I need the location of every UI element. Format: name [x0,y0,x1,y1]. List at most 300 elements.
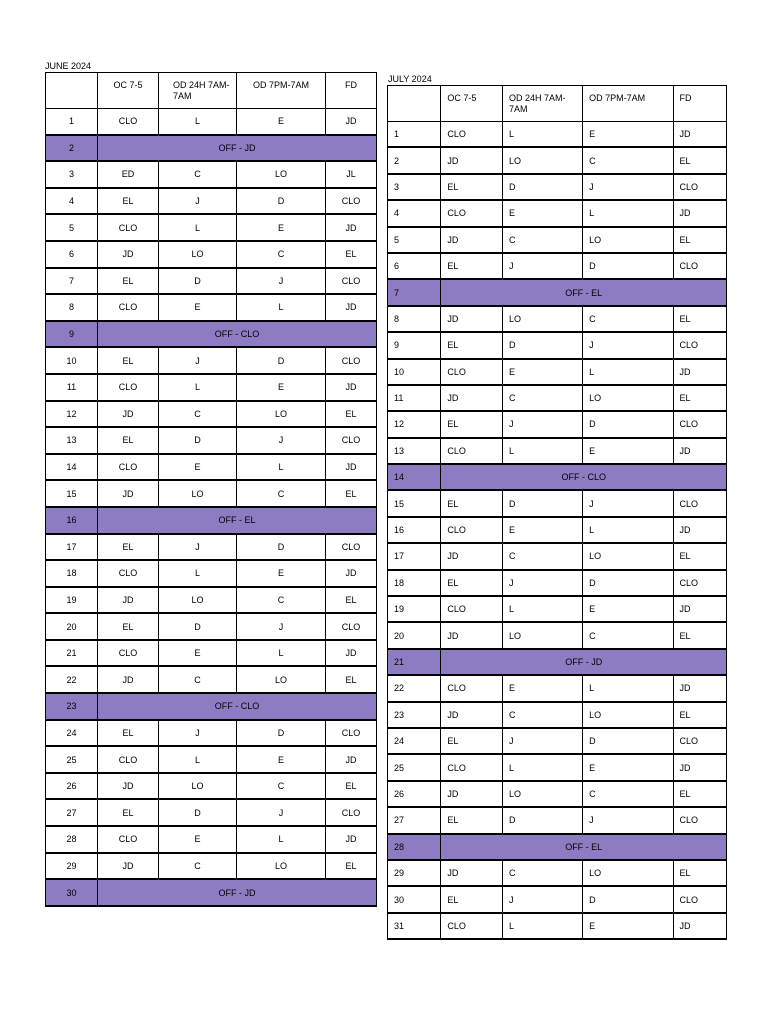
table-row [46,241,377,268]
table-row [388,781,727,807]
day-cell: 20 [46,613,98,640]
shift-cell: L [503,754,583,780]
shift-cell: EL [673,702,726,728]
column-header [388,86,441,122]
shift-cell: CLO [673,411,726,437]
shift-cell: D [503,174,583,200]
column-header: OD 24H 7AM-7AM [503,86,583,122]
off-cell: OFF - CLO [98,693,377,720]
schedule-table [45,72,377,907]
column-header [46,73,98,109]
day-cell: 17 [46,534,98,561]
shift-cell: D [159,613,237,640]
shift-cell: L [503,913,583,939]
shift-cell: EL [326,480,377,507]
day-cell: 8 [388,306,441,332]
day-cell: 4 [46,188,98,215]
shift-cell: EL [441,570,503,596]
shift-cell: CLO [326,427,377,454]
table-row [388,359,727,385]
shift-cell: LO [503,306,583,332]
shift-cell: EL [673,306,726,332]
shift-cell: C [503,385,583,411]
off-day-row [46,693,377,720]
shift-cell: LO [159,241,237,268]
day-cell: 19 [46,587,98,614]
schedule-body [388,86,727,940]
day-cell: 25 [46,746,98,773]
table-row [388,200,727,226]
shift-cell: E [503,200,583,226]
table-row [46,666,377,693]
shift-cell: D [237,188,326,215]
table-row [46,401,377,428]
shift-cell: CLO [673,807,726,833]
table-row [388,174,727,200]
shift-cell: D [237,720,326,747]
day-cell: 9 [388,332,441,358]
shift-cell: C [159,853,237,880]
shift-cell: D [159,268,237,295]
shift-cell: D [503,807,583,833]
shift-cell: LO [503,622,583,648]
shift-cell: E [237,560,326,587]
shift-cell: JD [673,517,726,543]
table-row [46,109,377,135]
shift-cell: CLO [326,268,377,295]
day-cell: 12 [46,401,98,428]
shift-cell: LO [583,860,673,886]
off-cell: OFF - JD [98,879,377,906]
shift-cell: JD [673,359,726,385]
shift-cell: CLO [673,253,726,279]
table-row [388,411,727,437]
shift-cell: L [583,675,673,701]
shift-cell: L [237,640,326,667]
july-schedule [387,73,727,940]
off-day-row [46,135,377,162]
day-cell: 15 [46,480,98,507]
table-row [46,640,377,667]
shift-cell: JD [673,122,726,148]
day-cell: 11 [46,374,98,401]
shift-cell: EL [673,622,726,648]
shift-cell: JD [98,666,159,693]
shift-cell: J [159,720,237,747]
shift-cell: E [237,746,326,773]
shift-cell: CLO [326,188,377,215]
shift-cell: E [503,675,583,701]
day-cell: 21 [388,649,441,675]
table-row [46,560,377,587]
shift-cell: JD [326,746,377,773]
shift-cell: J [237,613,326,640]
shift-cell: J [159,534,237,561]
shift-cell: EL [98,347,159,374]
shift-cell: CLO [98,214,159,241]
shift-cell: JD [326,374,377,401]
shift-cell: C [503,227,583,253]
day-cell: 27 [388,807,441,833]
shift-cell: JD [98,401,159,428]
shift-cell: C [583,306,673,332]
day-cell: 30 [388,886,441,912]
shift-cell: CLO [98,746,159,773]
column-header: OD 24H 7AM-7AM [159,73,237,109]
june-schedule [45,60,376,907]
shift-cell: E [583,754,673,780]
day-cell: 16 [388,517,441,543]
day-cell: 8 [46,294,98,321]
table-row [388,306,727,332]
shift-cell: D [237,347,326,374]
shift-cell: EL [441,807,503,833]
shift-cell: JD [326,826,377,853]
shift-cell: EL [673,147,726,173]
day-cell: 2 [46,135,98,162]
table-row [388,332,727,358]
shift-cell: LO [503,781,583,807]
shift-cell: JD [326,640,377,667]
off-cell: OFF - CLO [441,464,727,490]
shift-cell: CLO [326,613,377,640]
day-cell: 29 [46,853,98,880]
shift-cell: E [503,359,583,385]
shift-cell: J [159,347,237,374]
shift-cell: L [159,374,237,401]
table-row [46,188,377,215]
table-row [388,147,727,173]
shift-cell: JD [441,385,503,411]
shift-cell: JD [441,227,503,253]
shift-cell: CLO [98,454,159,481]
shift-cell: EL [98,613,159,640]
off-cell: OFF - EL [98,507,377,534]
shift-cell: C [237,773,326,800]
day-cell: 25 [388,754,441,780]
shift-cell: E [237,109,326,135]
shift-cell: CLO [326,799,377,826]
shift-cell: JD [326,109,377,135]
table-row [388,490,727,516]
shift-cell: C [159,161,237,188]
shift-cell: JD [441,781,503,807]
day-cell: 16 [46,507,98,534]
shift-cell: EL [673,860,726,886]
table-row [46,799,377,826]
schedule-body [46,73,377,906]
shift-cell: C [583,147,673,173]
table-row [46,480,377,507]
shift-cell: JD [441,622,503,648]
schedule-table [387,85,727,940]
shift-cell: EL [673,227,726,253]
day-cell: 28 [388,834,441,860]
table-row [388,385,727,411]
shift-cell: CLO [98,374,159,401]
shift-cell: JD [441,702,503,728]
day-cell: 10 [388,359,441,385]
shift-cell: E [159,454,237,481]
shift-cell: J [583,174,673,200]
shift-cell: ED [98,161,159,188]
shift-cell: JD [326,560,377,587]
shift-cell: EL [326,401,377,428]
table-row [388,570,727,596]
day-cell: 26 [46,773,98,800]
shift-cell: D [583,253,673,279]
shift-cell: CLO [441,675,503,701]
month-title: JUNE 2024 [45,61,92,71]
shift-cell: LO [159,587,237,614]
shift-cell: J [237,799,326,826]
table-row [388,543,727,569]
day-cell: 1 [46,109,98,135]
table-row [46,826,377,853]
shift-cell: C [159,401,237,428]
shift-cell: C [583,781,673,807]
shift-cell: E [237,374,326,401]
shift-cell: EL [98,720,159,747]
shift-cell: EL [441,490,503,516]
day-cell: 22 [388,675,441,701]
shift-cell: E [159,294,237,321]
shift-cell: CLO [441,122,503,148]
table-row [388,860,727,886]
shift-cell: E [583,596,673,622]
shift-cell: E [583,122,673,148]
shift-cell: CLO [326,720,377,747]
shift-cell: CLO [326,347,377,374]
table-row [46,587,377,614]
shift-cell: EL [673,385,726,411]
day-cell: 7 [388,279,441,305]
shift-cell: JD [673,200,726,226]
table-row [46,773,377,800]
table-row [388,728,727,754]
shift-cell: JD [673,596,726,622]
shift-cell: L [159,214,237,241]
shift-cell: C [159,666,237,693]
day-cell: 10 [46,347,98,374]
table-row [388,886,727,912]
shift-cell: J [159,188,237,215]
shift-cell: EL [673,543,726,569]
table-row [46,853,377,880]
shift-cell: CLO [98,826,159,853]
shift-cell: C [237,241,326,268]
shift-cell: J [503,886,583,912]
shift-cell: J [583,807,673,833]
table-row [46,161,377,188]
shift-cell: CLO [673,570,726,596]
table-row [46,294,377,321]
day-cell: 13 [388,438,441,464]
shift-cell: JD [98,241,159,268]
shift-cell: CLO [98,294,159,321]
day-cell: 6 [46,241,98,268]
table-row [46,347,377,374]
column-header: FD [326,73,377,109]
day-cell: 24 [46,720,98,747]
table-row [46,427,377,454]
shift-cell: D [583,411,673,437]
shift-cell: CLO [326,534,377,561]
shift-cell: L [159,746,237,773]
table-row [46,454,377,481]
shift-cell: CLO [441,200,503,226]
shift-cell: JD [98,853,159,880]
shift-cell: JL [326,161,377,188]
shift-cell: LO [583,227,673,253]
table-row [388,122,727,148]
day-cell: 11 [388,385,441,411]
shift-cell: D [159,427,237,454]
shift-cell: JD [673,675,726,701]
table-row [46,746,377,773]
off-day-row [46,879,377,906]
shift-cell: J [503,728,583,754]
shift-cell: C [237,480,326,507]
off-cell: OFF - EL [441,279,727,305]
shift-cell: JD [98,480,159,507]
shift-cell: EL [326,241,377,268]
table-row [46,268,377,295]
shift-cell: LO [583,702,673,728]
shift-cell: CLO [673,490,726,516]
shift-cell: D [159,799,237,826]
table-row [388,913,727,939]
off-cell: OFF - JD [441,649,727,675]
shift-cell: LO [159,773,237,800]
shift-cell: EL [673,781,726,807]
shift-cell: L [503,122,583,148]
shift-cell: EL [98,268,159,295]
shift-cell: LO [237,401,326,428]
shift-cell: C [503,543,583,569]
shift-cell: EL [441,886,503,912]
day-cell: 3 [388,174,441,200]
shift-cell: E [503,517,583,543]
shift-cell: LO [237,853,326,880]
off-day-row [388,279,727,305]
shift-cell: CLO [441,359,503,385]
day-cell: 4 [388,200,441,226]
shift-cell: E [583,438,673,464]
day-cell: 1 [388,122,441,148]
day-cell: 26 [388,781,441,807]
day-cell: 30 [46,879,98,906]
shift-cell: C [503,860,583,886]
day-cell: 24 [388,728,441,754]
shift-cell: CLO [441,596,503,622]
table-row [46,214,377,241]
shift-cell: J [503,570,583,596]
column-header: OC 7-5 [98,73,159,109]
shift-cell: JD [441,860,503,886]
off-day-row [46,507,377,534]
off-day-row [388,464,727,490]
shift-cell: E [583,913,673,939]
shift-cell: D [583,570,673,596]
day-cell: 14 [46,454,98,481]
header-row [388,86,727,122]
table-row [388,438,727,464]
day-cell: 31 [388,913,441,939]
table-row [388,227,727,253]
shift-cell: E [237,214,326,241]
shift-cell: C [583,622,673,648]
shift-cell: J [583,332,673,358]
day-cell: 5 [388,227,441,253]
shift-cell: JD [326,294,377,321]
day-cell: 18 [388,570,441,596]
shift-cell: CLO [441,438,503,464]
shift-cell: CLO [673,886,726,912]
table-row [388,754,727,780]
day-cell: 28 [46,826,98,853]
shift-cell: EL [98,188,159,215]
shift-cell: J [237,268,326,295]
shift-cell: JD [98,587,159,614]
shift-cell: L [503,438,583,464]
shift-cell: J [503,253,583,279]
table-row [388,517,727,543]
day-cell: 17 [388,543,441,569]
shift-cell: D [583,886,673,912]
table-row [46,374,377,401]
day-cell: 5 [46,214,98,241]
shift-cell: EL [441,174,503,200]
shift-cell: L [159,109,237,135]
day-cell: 9 [46,321,98,348]
day-cell: 6 [388,253,441,279]
shift-cell: CLO [98,109,159,135]
shift-cell: EL [441,332,503,358]
shift-cell: CLO [441,517,503,543]
day-cell: 27 [46,799,98,826]
shift-cell: EL [326,773,377,800]
day-cell: 18 [46,560,98,587]
shift-cell: CLO [98,560,159,587]
day-cell: 20 [388,622,441,648]
column-header: OC 7-5 [441,86,503,122]
shift-cell: EL [326,853,377,880]
table-row [46,613,377,640]
shift-cell: LO [583,543,673,569]
day-cell: 29 [388,860,441,886]
shift-cell: CLO [673,728,726,754]
header-row [46,73,377,109]
shift-cell: J [237,427,326,454]
table-row [388,253,727,279]
shift-cell: CLO [673,332,726,358]
table-row [388,622,727,648]
shift-cell: CLO [98,640,159,667]
shift-cell: JD [441,543,503,569]
table-row [388,675,727,701]
day-cell: 23 [46,693,98,720]
shift-cell: JD [326,454,377,481]
shift-cell: C [503,702,583,728]
month-title: JULY 2024 [388,74,432,84]
shift-cell: CLO [441,913,503,939]
off-cell: OFF - EL [441,834,727,860]
shift-cell: LO [503,147,583,173]
shift-cell: J [583,490,673,516]
shift-cell: E [159,826,237,853]
off-day-row [388,834,727,860]
